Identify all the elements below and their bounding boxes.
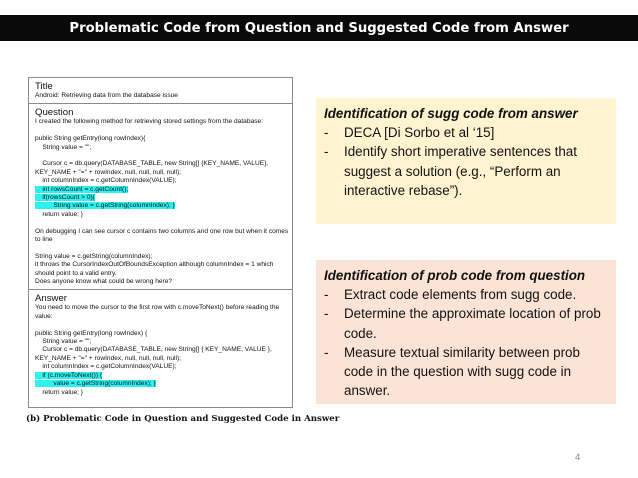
text-line [35, 177, 286, 185]
line-text: to line [35, 236, 53, 244]
bullet-text: DECA [Di Sorbo et al ‘15] [344, 125, 495, 141]
bullet-item [324, 142, 608, 200]
text-line [35, 118, 286, 126]
line-text: if (c.moveToNext()) { [35, 371, 103, 379]
highlighted-code-line [35, 194, 286, 202]
text-line [35, 346, 286, 354]
line-text: You need to move the cursor to the first row with c.moveToNext() before reading the [35, 304, 280, 312]
line-text: String value = c.getString(columnIndex); } [35, 202, 175, 210]
line-text: it throws the CursorIndexOutOfBoundsException although columnIndex = 1 which [35, 261, 274, 269]
line-text: public String getEntry(long rowIndex){ [35, 135, 146, 143]
bullet-item [324, 343, 608, 401]
line-text: String value = ""; [35, 143, 92, 151]
bullet-dash-icon: - [324, 144, 329, 160]
text-line [35, 227, 289, 236]
text-line [35, 278, 286, 286]
figure-caption: (b) Problematic Code in Question and Suggested Code in Answer [26, 414, 340, 424]
bullet-dash-icon: - [324, 125, 329, 141]
text-line [35, 261, 286, 269]
line-text: KEY_NAME + "=" + rowIndex, null, null, null, null); [35, 354, 181, 362]
sugg-box-list [324, 123, 608, 200]
text-line [35, 169, 286, 177]
line-text: int rowsCount = c.getCount(); [35, 185, 129, 193]
qa-question-section [29, 104, 292, 290]
line-text: I created the following method for retrieving stored settings from the database: [35, 118, 263, 126]
line-text: value: [35, 312, 53, 320]
bullet-item [324, 285, 608, 304]
prob-code-box [316, 260, 616, 404]
text-line [35, 253, 286, 261]
text-line [35, 338, 286, 346]
line-text: int columnIndex = c.getColumnIndex(VALUE); [35, 363, 177, 371]
sugg-code-box [316, 98, 616, 224]
highlighted-code-line [35, 202, 286, 210]
line-text: value = c.getString(columnIndex); } [35, 380, 156, 388]
line-text: return value; } [35, 210, 84, 218]
line-text: String value = ""; [35, 338, 92, 346]
title-heading: Title [35, 81, 53, 92]
question-heading: Question [35, 107, 74, 119]
bullet-text: Measure textual similarity between prob code in the question with sugg code in answer. [344, 344, 580, 399]
bullet-text: Extract code elements from sugg code. [344, 287, 577, 303]
line-text: int columnIndex = c.getColumnIndex(VALUE); [35, 177, 177, 185]
text-line [35, 304, 286, 312]
blank-line [35, 244, 286, 252]
highlighted-code-line [35, 186, 286, 194]
line-text: return value; } [35, 388, 84, 396]
line-text: should point to a valid entry. [35, 269, 117, 277]
text-line [35, 270, 286, 278]
bullet-dash-icon: - [324, 287, 329, 303]
bullet-text: Determine the approximate location of prob code. [344, 306, 601, 341]
text-line [35, 211, 286, 219]
bullet-dash-icon: - [324, 306, 329, 322]
prob-box-list [324, 285, 608, 400]
question-title-text: Android: Retrieving data from the database issue [35, 92, 178, 99]
line-text: Does anyone know what could be wrong here? [35, 278, 173, 286]
text-line [35, 144, 286, 152]
line-text: Cursor c = db.query(DATABASE_TABLE, new String[] {KEY_NAME, VALUE}, [35, 160, 269, 168]
text-line [35, 160, 286, 168]
text-line [35, 330, 286, 338]
highlighted-code-line [35, 380, 286, 388]
line-text: String value = c.getString(columnIndex); [35, 252, 153, 260]
line-text: if(rowsCount > 0){ [35, 194, 95, 202]
page-number: 4 [575, 452, 581, 463]
sugg-box-heading: Identification of sugg code from answer [324, 106, 578, 121]
line-text: public String getEntry(long rowIndex) { [35, 329, 148, 337]
line-text: KEY_NAME + "=" + rowIndex, null, null, null, null); [35, 168, 181, 176]
highlighted-code-line [35, 372, 286, 380]
prob-box-heading: Identification of prob code from question [324, 268, 586, 283]
answer-body [35, 304, 286, 396]
text-line [35, 135, 286, 143]
bullet-item [324, 304, 608, 342]
text-line [35, 236, 286, 244]
bullet-item [324, 123, 608, 142]
text-line [35, 355, 286, 363]
line-text: Cursor c = db.query(DATABASE_TABLE, new String[] { KEY_NAME, VALUE }, [35, 346, 272, 354]
qa-answer-section [29, 290, 292, 399]
slide-title: Problematic Code from Question and Suggested Code from Answer [0, 15, 638, 41]
answer-heading: Answer [35, 293, 67, 305]
blank-line [35, 321, 286, 329]
blank-line [35, 219, 286, 227]
bullet-text: Identify short imperative sentences that suggest a solution (e.g., “Perform an interactive rebase”). [344, 144, 577, 198]
blank-line [35, 152, 286, 160]
bullet-dash-icon: - [324, 344, 329, 360]
qa-screenshot-panel [28, 77, 293, 408]
text-line [35, 363, 286, 371]
text-line [35, 389, 286, 397]
blank-line [35, 127, 286, 135]
line-text: On debugging I can see cursor c contains two columns and one row but when it comes [35, 227, 289, 235]
question-body [35, 118, 289, 286]
text-line [35, 313, 286, 321]
qa-title-section [29, 78, 292, 104]
